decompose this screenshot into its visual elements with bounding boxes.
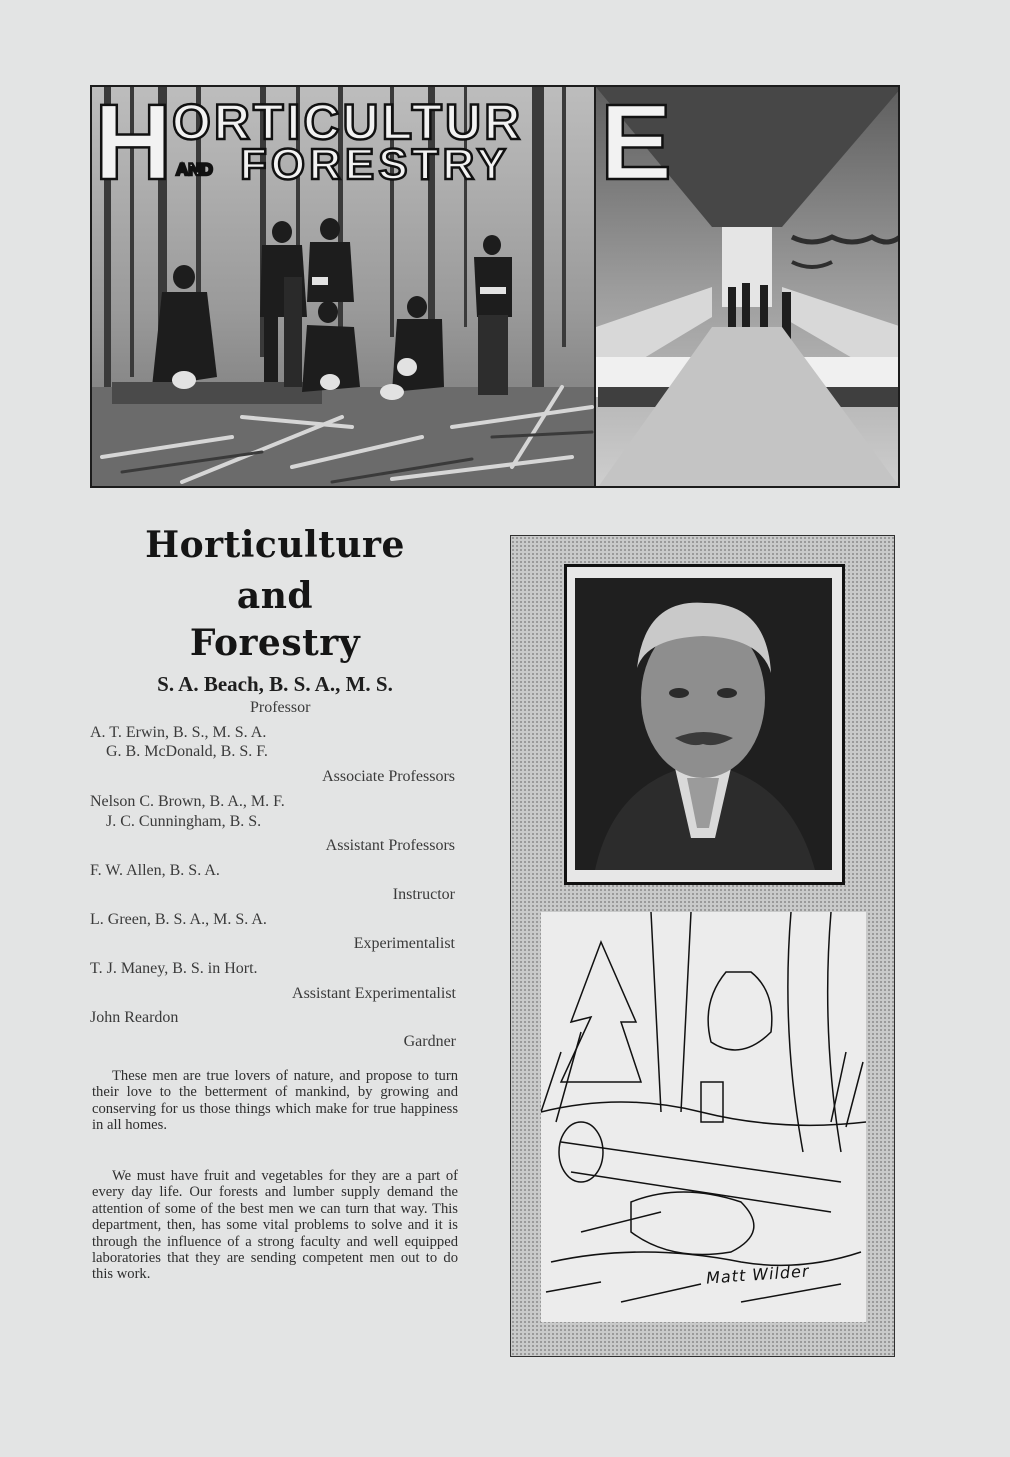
- header-photo-banner: [90, 85, 900, 488]
- banner-title-lettering: [92, 87, 672, 187]
- assistant-experimentalist-title: Assistant Experimentalist: [292, 985, 456, 1002]
- instructor-title: Instructor: [392, 886, 455, 903]
- body-paragraph-1: These men are true lovers of nature, and propose to turn their love to the betterment of mankind, by growing and conserving for us those things which make for true happiness in all homes.: [92, 1068, 458, 1134]
- assistant-professors-title: Assistant Professors: [325, 837, 455, 854]
- section-heading-line1: Horticulture: [145, 524, 405, 566]
- banner-title-main: ORTICULTUR: [172, 94, 524, 150]
- faculty-maney: T. J. Maney, B. S. in Hort.: [90, 960, 258, 977]
- banner-title-forestry: FORESTRY: [240, 140, 510, 187]
- associate-professors-title: Associate Professors: [322, 768, 455, 785]
- professor-title: Professor: [250, 699, 311, 716]
- faculty-erwin: A. T. Erwin, B. S., M. S. A.: [90, 724, 267, 741]
- faculty-allen: F. W. Allen, B. S. A.: [90, 862, 220, 879]
- gardner-title: Gardner: [403, 1033, 456, 1050]
- banner-title-and: AND: [176, 160, 213, 179]
- banner-title-h: H: [94, 87, 172, 187]
- body-paragraph-2: We must have fruit and vegetables for they are a part of every day life. Our forests and lumber supply demand the attention of some of the best men we can turn that way. This department, then, has some vital problems to solve and it is through the influence of a strong faculty and well equipped laboratories that they are sending competent men out to do this work.: [92, 1168, 458, 1283]
- professor-portrait: [575, 578, 832, 870]
- faculty-reardon: John Reardon: [90, 1009, 179, 1026]
- faculty-brown: Nelson C. Brown, B. A., M. F.: [90, 793, 285, 810]
- section-heading-line3: Forestry: [189, 622, 361, 664]
- section-heading-line2: and: [236, 575, 314, 617]
- faculty-green: L. Green, B. S. A., M. S. A.: [90, 911, 267, 928]
- artist-signature: Matt Wilder: [705, 1261, 811, 1288]
- forest-sketch: [541, 912, 866, 1322]
- experimentalist-title: Experimentalist: [353, 935, 455, 952]
- faculty-cunningham: J. C. Cunningham, B. S.: [106, 813, 262, 830]
- department-head-name: S. A. Beach, B. S. A., M. S.: [157, 672, 393, 696]
- faculty-mcdonald: G. B. McDonald, B. S. F.: [106, 743, 268, 760]
- banner-title-e: E: [600, 87, 672, 187]
